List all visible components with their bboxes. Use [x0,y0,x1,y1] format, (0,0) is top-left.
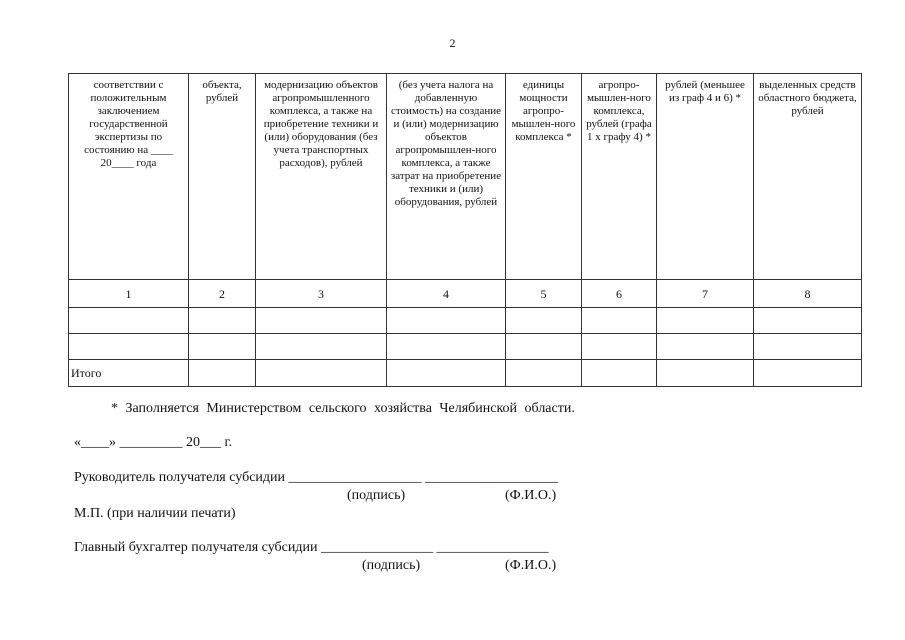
table-cell[interactable] [256,360,387,387]
header-cell: агропро-мышлен-ного комплекса, рублей (графа 1 х графу 4) * [582,74,657,280]
table-cell[interactable] [256,308,387,334]
table-cell[interactable] [754,334,862,360]
table-row [69,334,862,360]
table-cell[interactable] [69,308,189,334]
table-row [69,308,862,334]
column-number: 7 [657,280,754,308]
header-cell: выделенных средств областного бюджета, рублей [754,74,862,280]
header-cell: соответствии с положительным заключением государственной экспертизы по состоянию на ____ 20____ года [69,74,189,280]
table-cell[interactable] [657,360,754,387]
table-cell[interactable] [582,360,657,387]
header-cell: единицы мощности агропро-мышлен-ного комплекса * [506,74,582,280]
manager-signature-caption: (подпись) [347,488,406,503]
header-cell: (без учета налога на добавленную стоимость) на создание и (или) модернизацию объектов агропромышлен-ного комплекса, а также затрат на приобретение техники и (или) оборудования, рублей [387,74,506,280]
table-cell[interactable] [506,308,582,334]
footnote: * Заполняется Министерством сельского хозяйства Челябинской области. [111,401,575,416]
accountant-name-caption: (Ф.И.О.) [505,558,557,573]
table-cell[interactable] [582,308,657,334]
table-cell[interactable] [189,308,256,334]
column-number: 5 [506,280,582,308]
column-number: 8 [754,280,862,308]
table-cell[interactable] [256,334,387,360]
manager-signature-line: Руководитель получателя субсидии ___________________ ___________________ [74,470,559,485]
table-cell[interactable] [506,334,582,360]
table-cell[interactable] [189,360,256,387]
table-cell[interactable] [69,334,189,360]
column-number-row [69,280,862,308]
subsidy-table [68,73,862,387]
table-cell[interactable] [506,360,582,387]
table-cell[interactable] [657,308,754,334]
total-row [69,360,862,387]
header-cell: рублей (меньшее из граф 4 и 6) * [657,74,754,280]
accountant-signature-line: Главный бухгалтер получателя субсидии ________________ ________________ [74,540,549,555]
table-cell[interactable] [189,334,256,360]
date-line: «____» _________ 20___ г. [74,435,233,450]
manager-name-caption: (Ф.И.О.) [505,488,557,503]
seal-line: М.П. (при наличии печати) [74,506,236,521]
accountant-signature-caption: (подпись) [362,558,421,573]
column-number: 1 [69,280,189,308]
table-cell[interactable] [754,360,862,387]
column-number: 2 [189,280,256,308]
table-cell[interactable] [754,308,862,334]
header-cell: модернизацию объектов агропромышленного комплекса, а также на приобретение техники и (или) оборудования (без учета транспортных расходов), рублей [256,74,387,280]
page-number: 2 [449,36,456,50]
header-cell: объекта, рублей [189,74,256,280]
column-number: 3 [256,280,387,308]
column-number: 4 [387,280,506,308]
table-cell[interactable] [657,334,754,360]
table-cell[interactable] [387,334,506,360]
table-cell[interactable] [387,308,506,334]
table-cell[interactable] [582,334,657,360]
table-header-row [69,74,862,280]
total-label: Итого [69,360,189,387]
column-number: 6 [582,280,657,308]
table-cell[interactable] [387,360,506,387]
